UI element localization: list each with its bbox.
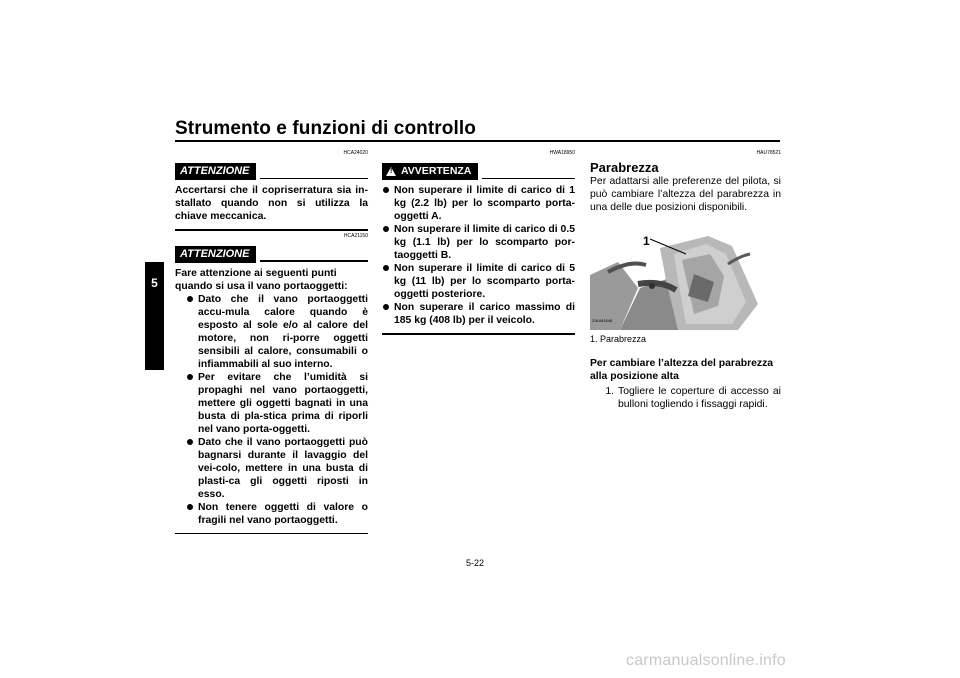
header-rule: [175, 140, 780, 142]
step-text: Togliere le coperture di accesso ai bulloni togliendo i fissaggi rapidi.: [618, 386, 781, 410]
heading-rule: [482, 178, 575, 180]
attention-bullet-list: [175, 293, 368, 527]
page-number: 5-22: [466, 558, 485, 568]
warning-label-box: [382, 163, 478, 180]
notice-end-rule: [382, 333, 575, 335]
notice-code: HWA18950: [549, 150, 575, 156]
warning-bullet-list: [382, 184, 575, 327]
notice-end-rule: [175, 533, 368, 535]
list-item: Non superare il limite di carico di 0.5 kg (1.1 lb) per lo scomparto por-taoggetti B.: [382, 223, 575, 262]
attention-label: ATTENZIONE: [175, 246, 256, 263]
column-middle: [382, 150, 575, 335]
warning-label: AVVERTENZA: [401, 165, 472, 177]
windshield-figure: [590, 220, 761, 330]
attention-text: Accertarsi che il copriserratura sia in-stallato quando non si utilizza la chiave meccanica.: [175, 185, 368, 222]
notice-end-rule: [175, 229, 368, 231]
column-right: [590, 150, 781, 411]
list-item: Dato che il vano portaoggetti accu-mula calore quando è esposto al sole e/o al calore del motore, non ri-porre oggetti sensibili al calore, consumabili o infiammabili al suo interno.: [186, 293, 368, 371]
section-intro: Per adattarsi alle preferenze del pilota, si può cambiare l’altezza del parabrezza in una delle due posizioni disponibili.: [590, 176, 781, 213]
callout-number: 1: [643, 234, 650, 248]
list-item: Per evitare che l’umidità si propaghi nel vano portaoggetti, mettere gli oggetti bagnati in una busta di pla-stica prima di riporli nel vano porta-oggetti.: [186, 371, 368, 436]
list-item: Non tenere oggetti di valore o fragili nel vano portaoggetti.: [186, 501, 368, 527]
windshield-illustration: [590, 220, 761, 330]
section-title: Parabrezza: [590, 160, 659, 175]
section-code: HAU78521: [756, 150, 781, 156]
procedure-title: Per cambiare l’altezza del parabrezza alla posizione alta: [590, 358, 774, 382]
figure-code: ZAUM1648: [592, 318, 613, 323]
list-item: Non superare il limite di carico di 5 kg (11 lb) per lo scomparto porta-oggetti posteriore.: [382, 262, 575, 301]
list-item: Non superare il limite di carico di 1 kg (2.2 lb) per lo scomparto porta-oggetti A.: [382, 184, 575, 223]
chapter-number: 5: [151, 276, 158, 290]
page-header-title: Strumento e funzioni di controllo: [175, 118, 476, 139]
notice-code: HCA24020: [343, 150, 368, 156]
attention-heading: [175, 240, 368, 263]
heading-rule: [260, 178, 368, 180]
list-item: Non superare il carico massimo di 185 kg (408 lb) per il veicolo.: [382, 301, 575, 327]
heading-rule: [260, 260, 368, 262]
attention-intro: Fare attenzione ai seguenti punti quando si usa il vano portaoggetti:: [175, 267, 348, 292]
attention-label: ATTENZIONE: [175, 163, 256, 180]
warning-heading: [382, 157, 575, 180]
step-number: 1.: [605, 386, 614, 397]
chapter-tab: [145, 262, 164, 370]
figure-caption: 1. Parabrezza: [590, 334, 647, 344]
column-left: [175, 150, 368, 534]
attention-heading: [175, 157, 368, 180]
notice-code: HCA21150: [343, 232, 368, 239]
list-item: Dato che il vano portaoggetti può bagnarsi durante il lavaggio del vei-colo, mettere in una busta di plasti-ca gli oggetti riposti in esso.: [186, 436, 368, 501]
procedure-step: [590, 385, 781, 411]
warning-triangle-icon: !: [386, 167, 396, 176]
watermark: carmanualsonline.info: [626, 652, 786, 669]
